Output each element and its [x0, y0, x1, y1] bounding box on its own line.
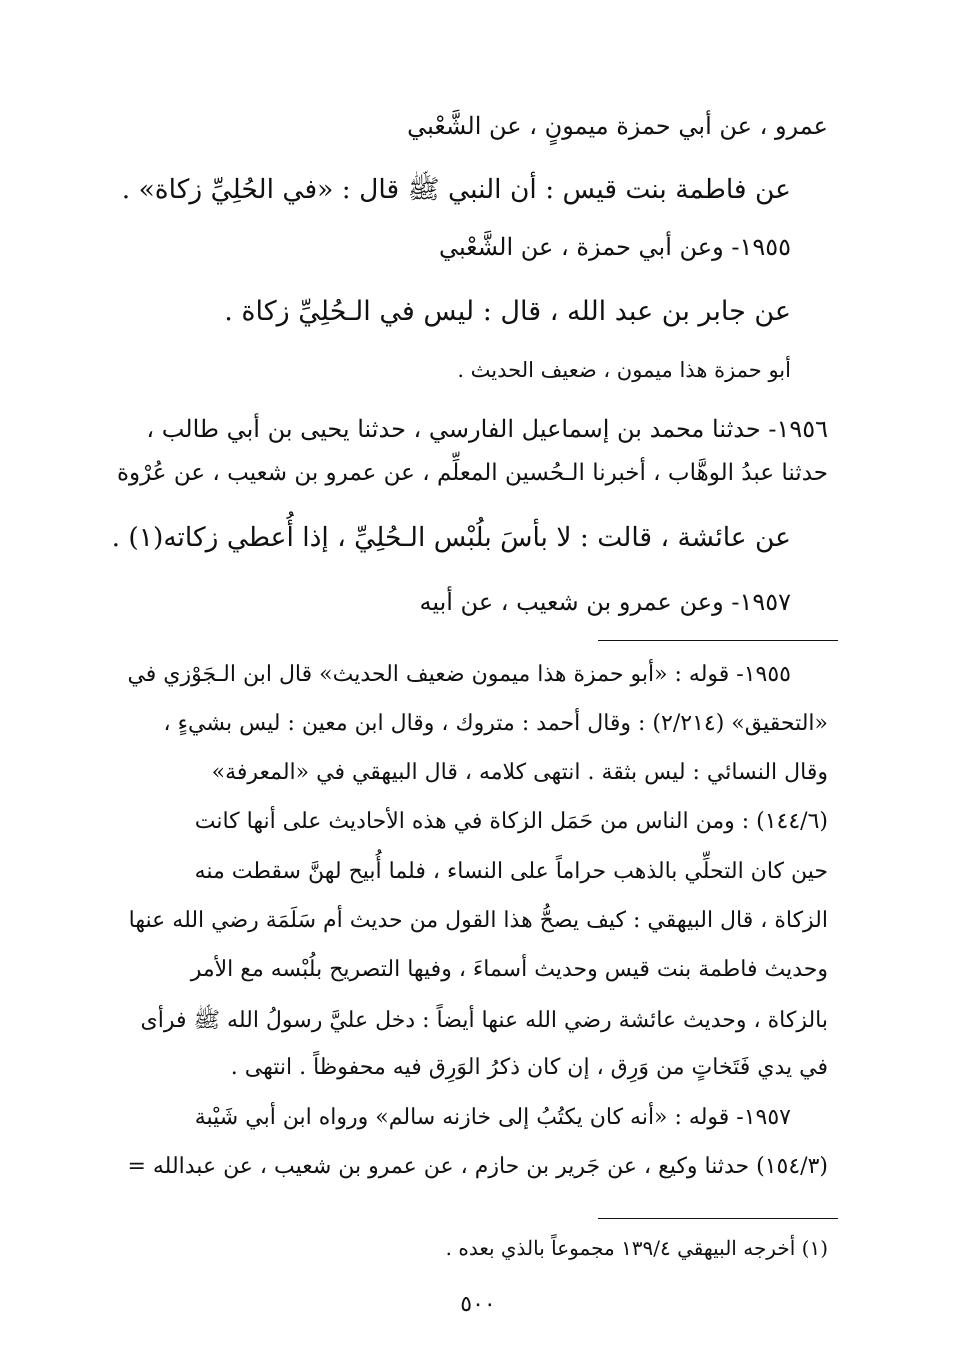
- main-line-9: ١٩٥٧- وعن عمرو بن شعيب ، عن أبيه: [419, 588, 791, 616]
- footnote: (١) أخرجه البيهقي ١٣٩/٤ مجموعاً بالذي بعده .: [445, 1236, 828, 1260]
- commentary-line-8: بالزكاة ، وحديث عائشة رضي الله عنها أيضاً : دخل عليَّ رسولُ الله ﷺ فرأى: [140, 1008, 828, 1033]
- commentary-line-11: (١٥٤/٣) حدثنا وكيع ، عن جَرير بن حازم ، عن عمرو بن شعيب ، عن عبدالله =: [127, 1154, 828, 1179]
- commentary-line-5: حين كان التحلِّي بالذهب حراماً على النساء ، فلما أُبيح لهنَّ سقطت منه: [194, 859, 828, 884]
- commentary-line-3: وقال النسائي : ليس بثقة . انتهى كلامه ، قال البيهقي في «المعرفة»: [211, 760, 828, 785]
- page-number: ٥٠٠: [460, 1292, 496, 1317]
- commentary-line-2: «التحقيق» (٢/٢١٤) : وقال أحمد : متروك ، وقال ابن معين : ليس بشيءٍ ،: [163, 711, 828, 736]
- commentary-line-6: الزكاة ، قال البيهقي : كيف يصحُّ هذا القول من حديث أم سَلَمَة رضي الله عنها: [128, 908, 828, 933]
- footnote-separator: [598, 1218, 838, 1219]
- main-line-6: ١٩٥٦- حدثنا محمد بن إسماعيل الفارسي ، حدثنا يحيى بن أبي طالب ،: [146, 415, 828, 443]
- commentary-line-4: (١٤٤/٦) : ومن الناس من حَمَل الزكاة في هذه الأحاديث على أنها كانت: [194, 809, 828, 834]
- main-line-4: عن جابر بن عبد الله ، قال : ليس في الـحُلِيِّ زكاة .: [224, 296, 791, 327]
- main-line-1: عمرو ، عن أبي حمزة ميمونٍ ، عن الشَّعْبي: [407, 112, 828, 140]
- main-line-7: حدثنا عبدُ الوهَّاب ، أخبرنا الـحُسين المعلِّم ، عن عمرو بن شعيب ، عن عُرْوة: [116, 460, 828, 486]
- commentary-line-10: ١٩٥٧- قوله : «أنه كان يكتُبُ إلى خازنه سالم» ورواه ابن أبي شَيْبة: [194, 1105, 791, 1130]
- main-line-3: ١٩٥٥- وعن أبي حمزة ، عن الشَّعْبي: [438, 233, 791, 261]
- main-line-8: عن عائشة ، قالت : لا بأسَ بلُبْس الـحُلِيِّ ، إذا أُعطي زكاته(١) .: [111, 522, 791, 553]
- main-line-2: عن فاطمة بنت قيس : أن النبي ﷺ قال : «في الحُلِيِّ زكاة» .: [121, 174, 791, 205]
- commentary-line-9: في يدي فَتَخاتٍ من وَرِق ، إن كان ذكرُ الوَرِق فيه محفوظاً . انتهى .: [230, 1055, 828, 1080]
- commentary-line-7: وحديث فاطمة بنت قيس وحديث أسماءَ ، وفيها التصريح بلُبْسه مع الأمر: [190, 957, 828, 982]
- main-line-5: أبو حمزة هذا ميمون ، ضعيف الحديث .: [457, 358, 791, 382]
- commentary-line-1: ١٩٥٥- قوله : «أبو حمزة هذا ميمون ضعيف الحديث» قال ابن الـجَوْزي في: [127, 662, 791, 687]
- section-separator: [598, 640, 838, 641]
